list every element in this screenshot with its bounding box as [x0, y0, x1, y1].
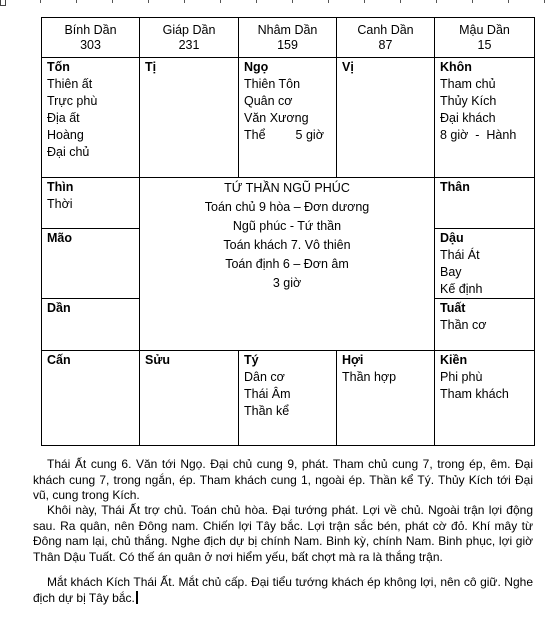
header-cell: Mậu Dần 15 [435, 18, 535, 58]
cell-thin: Thìn Thời [42, 178, 140, 229]
top-ruler [0, 0, 556, 8]
ruler-tick [292, 0, 293, 3]
cell-ti: Tị [140, 58, 239, 178]
cell-vi: Vị [337, 58, 435, 178]
center-panel: TỨ THẦN NGŨ PHÚC Toán chủ 9 hòa – Đơn dương Ngũ phúc - Tứ thần Toán khách 7. Vô thiên Toán định 6 – Đơn âm 3 giờ [140, 178, 435, 351]
ruler-tick [40, 0, 41, 3]
ruler-tick [256, 0, 257, 3]
cell-dan: Dần [42, 299, 140, 351]
ruler-tick [220, 0, 221, 3]
ruler-marker [0, 0, 6, 6]
cell-can: Cấn [42, 351, 140, 446]
cell-ton: Tốn Thiên ất Trực phù Địa ất Hoàng Đại chủ [42, 58, 140, 178]
ruler-tick [508, 0, 509, 3]
cell-hoi: Hợi Thần hợp [337, 351, 435, 446]
ruler-tick [184, 0, 185, 3]
header-cell: Canh Dần 87 [337, 18, 435, 58]
paragraph-1: Thái Ất cung 6. Văn tới Ngọ. Đại chủ cung 9, phát. Tham chủ cung 7, trong ép, êm. Đại khách cung 7, trong ngắn, ép. Tham khách cung 1, ngoài ép. Thần kể Tý. Thủy Kích tới Đại vũ, cung trong Kích. [33, 457, 533, 503]
ruler-tick [112, 0, 113, 3]
cell-khon: Khôn Tham chủ Thủy Kích Đại khách 8 giờ - Hành [435, 58, 535, 178]
cell-kien: Kiền Phi phù Tham khách [435, 351, 535, 446]
cell-dau: Dậu Thái Át Bay Kế định [435, 229, 535, 299]
paragraph-3: Mắt khách Kích Thái Ất. Mắt chủ cấp. Đại tiểu tướng khách ép không lợi, nên cô giữ. Nghe địch dự bị Tây bắc. [33, 575, 533, 605]
text-cursor [136, 591, 138, 604]
cell-than: Thân [435, 178, 535, 229]
cell-suu: Sửu [140, 351, 239, 446]
header-cell: Nhâm Dần 159 [239, 18, 337, 58]
header-cell: Giáp Dần 231 [140, 18, 239, 58]
cell-ngo: Ngọ Thiên Tôn Quân cơ Văn Xương Thể 5 giờ [239, 58, 337, 178]
ruler-tick [364, 0, 365, 3]
cell-mao: Mão [42, 229, 140, 299]
ruler-tick [472, 0, 473, 3]
ruler-tick [436, 0, 437, 3]
ruler-tick [148, 0, 149, 3]
paragraph-2: Khôi này, Thái Ất trợ chủ. Toán chủ hòa. Đại tướng phát. Lợi về chủ. Ngoài trận lợi động sau. Ra quân, nên Đông nam. Chiến lợi Tây bắc. Lợi trận sắc bén, phát cờ đỏ. Khí mây từ Đông nam lại, chủ thắng. Nghe địch dự bị chính Nam. Binh kỳ, chính Nam. Binh phục, lợi giờ Thân Dậu Tuất. Có thế án quân ở nơi hiểm yếu, bất chợt mà ra là thắng trận. [33, 503, 533, 564]
ruler-tick [544, 0, 545, 3]
ruler-tick [328, 0, 329, 3]
astrology-grid-table [41, 17, 535, 446]
cell-tuat: Tuất Thần cơ [435, 299, 535, 351]
ruler-tick [76, 0, 77, 3]
cell-ty: Tý Dân cơ Thái Âm Thần kể [239, 351, 337, 446]
ruler-tick [400, 0, 401, 3]
header-cell: Bính Dần 303 [42, 18, 140, 58]
header-row [42, 18, 535, 58]
